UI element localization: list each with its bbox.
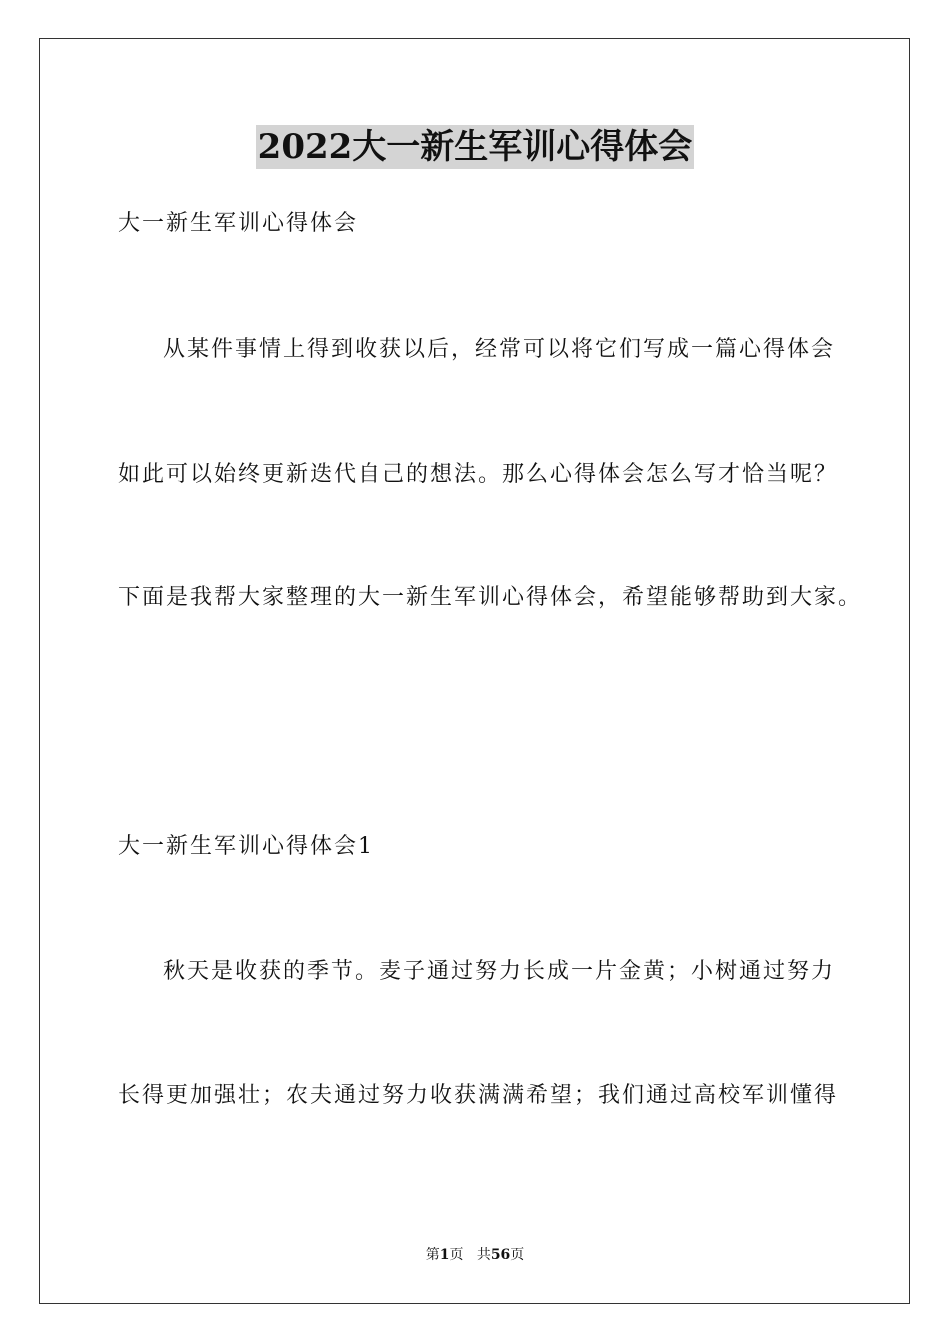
footer-page-suffix: 页 bbox=[449, 1247, 464, 1263]
footer-total-prefix: 共 bbox=[476, 1247, 491, 1263]
paragraph-line: 如此可以始终更新迭代自己的想法。那么心得体会怎么写才恰当呢？ bbox=[118, 462, 839, 487]
document-title: 2022大一新生军训心得体会 bbox=[257, 127, 693, 167]
paragraph-line: 从某件事情上得到收获以后，经常可以将它们写成一篇心得体会 bbox=[163, 337, 836, 362]
title-container bbox=[0, 125, 950, 169]
footer-page-number: 1 bbox=[439, 1247, 450, 1263]
page-footer bbox=[0, 1245, 950, 1265]
footer-total-suffix: 页 bbox=[510, 1247, 525, 1263]
paragraph-line: 秋天是收获的季节。麦子通过努力长成一片金黄；小树通过努力 bbox=[163, 959, 836, 984]
subtitle-line: 大一新生军训心得体会 bbox=[118, 211, 359, 236]
footer-total-pages: 56 bbox=[490, 1247, 511, 1263]
paragraph-line: 下面是我帮大家整理的大一新生军训心得体会，希望能够帮助到大家。 bbox=[118, 585, 863, 610]
footer-page-prefix: 第 bbox=[425, 1247, 440, 1263]
section-heading: 大一新生军训心得体会1 bbox=[118, 834, 374, 859]
paragraph-line: 长得更加强壮；农夫通过努力收获满满希望；我们通过高校军训懂得 bbox=[118, 1083, 839, 1108]
